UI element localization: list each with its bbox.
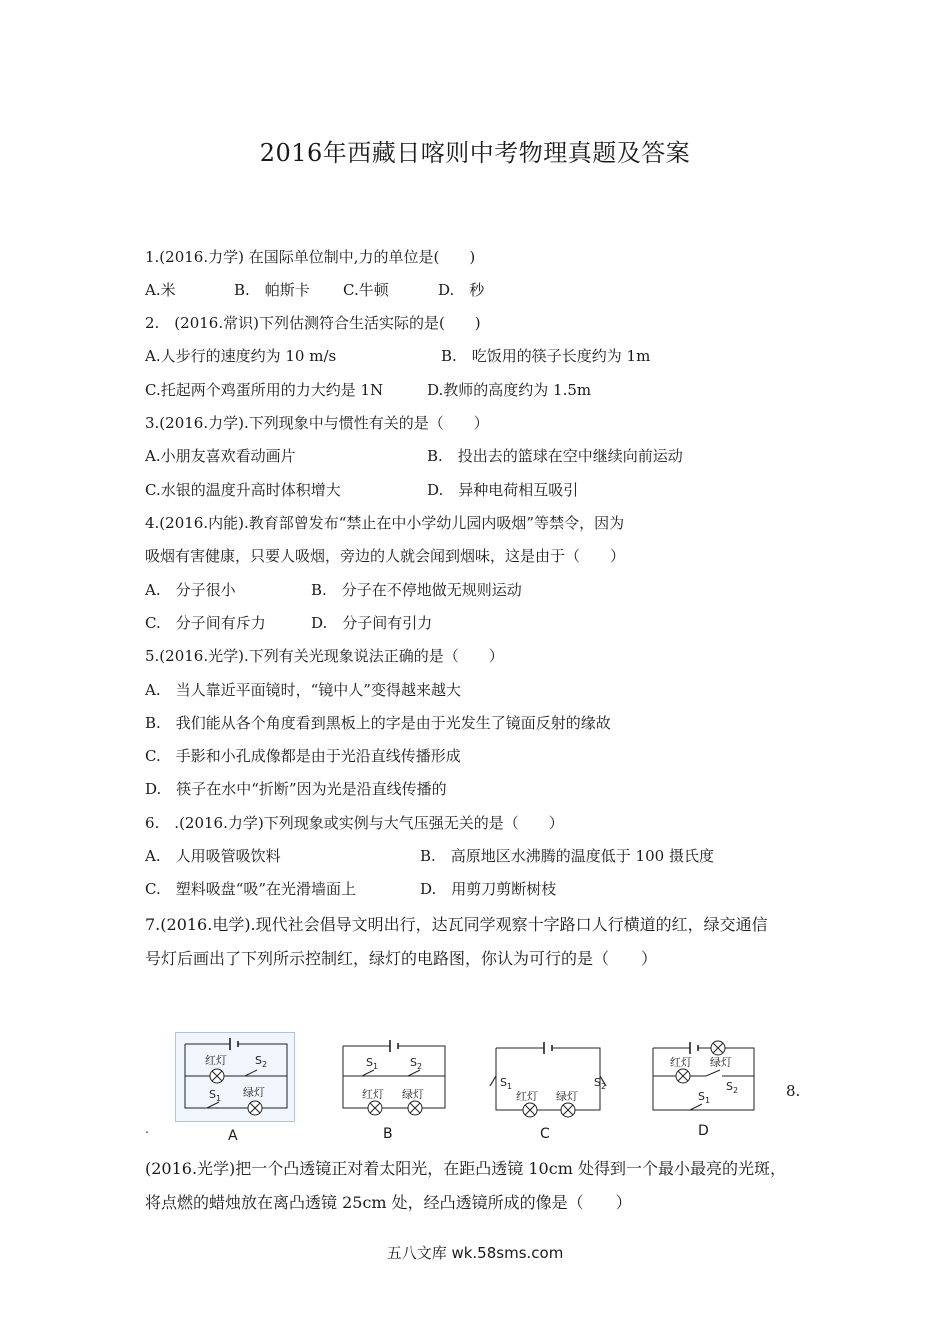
- q2-option-b: B. 吃饭用的筷子长度约为 1m: [441, 347, 651, 365]
- label-red-lamp-b: 红灯: [362, 1088, 384, 1101]
- q5-option-c: C. 手影和小孔成像都是由于光沿直线传播形成: [145, 747, 461, 765]
- circuit-label-d: D: [698, 1123, 709, 1139]
- q2-option-c: C.托起两个鸡蛋所用的力大约是 1N: [145, 381, 384, 399]
- circuit-diagram-c: [488, 1040, 613, 1120]
- label-green-lamp-d: 绿灯: [710, 1056, 732, 1069]
- stray-dot: .: [145, 1122, 149, 1136]
- circuit-label-c: C: [540, 1126, 550, 1142]
- label-red-lamp-a: 红灯: [205, 1054, 227, 1067]
- q3-option-d: D. 异种电荷相互吸引: [427, 481, 579, 499]
- label-red-lamp-c: 红灯: [516, 1090, 538, 1103]
- label-green-lamp-a: 绿灯: [243, 1086, 265, 1099]
- q2-option-d: D.教师的高度约为 1.5m: [427, 381, 592, 399]
- label-red-lamp-d: 红灯: [670, 1056, 692, 1069]
- label-s2-d: $S_2$: [726, 1080, 739, 1095]
- label-s2-a: $S_2$: [255, 1054, 268, 1069]
- q1-option-c: C.牛顿: [343, 281, 389, 299]
- q6-option-c: C. 塑料吸盘“吸”在光滑墙面上: [145, 880, 357, 898]
- q3-stem: 3.(2016.力学).下列现象中与惯性有关的是（ ）: [145, 414, 489, 432]
- circuit-label-b: B: [383, 1126, 393, 1142]
- label-s2-b: $S_2$: [410, 1056, 423, 1071]
- q6-stem: 6. .(2016.力学)下列现象或实例与大气压强无关的是（ ）: [145, 814, 564, 832]
- q4-stem-line1: 4.(2016.内能).教育部曾发布“禁止在中小学幼儿园内吸烟”等禁令，因为: [145, 514, 625, 532]
- q1-option-a: A.米: [145, 281, 176, 299]
- label-s1-c: $S_1$: [500, 1076, 513, 1091]
- q1-option-b: B. 帕斯卡: [234, 281, 310, 299]
- circuit-diagram-a: [175, 1032, 295, 1122]
- q5-option-a: A. 当人靠近平面镜时，“镜中人”变得越来越大: [145, 681, 461, 699]
- q5-stem: 5.(2016.光学).下列有关光现象说法正确的是（ ）: [145, 647, 504, 665]
- footer-watermark: 五八文库 wk.58sms.com: [386, 1244, 564, 1262]
- q7-stem-line2: 号灯后画出了下列所示控制红，绿灯的电路图，你认为可行的是（ ）: [145, 949, 658, 968]
- q1-option-d: D. 秒: [438, 281, 485, 299]
- q6-option-d: D. 用剪刀剪断树枝: [420, 880, 557, 898]
- q4-option-c: C. 分子间有斥力: [145, 614, 266, 632]
- label-s1-b: $S_1$: [366, 1056, 379, 1071]
- q7-stem-line1: 7.(2016.电学).现代社会倡导文明出行，达瓦同学观察十字路口人行横道的红，绿交通信: [145, 915, 768, 934]
- q6-option-b: B. 高原地区水沸腾的温度低于 100 摄氏度: [420, 847, 714, 865]
- q4-option-b: B. 分子在不停地做无规则运动: [311, 581, 522, 599]
- page-title: 2016年西藏日喀则中考物理真题及答案: [259, 139, 691, 167]
- q2-option-a: A.人步行的速度约为 10 m/s: [145, 347, 337, 365]
- circuit-label-a: A: [228, 1128, 238, 1144]
- q3-option-a: A.小朋友喜欢看动画片: [145, 447, 296, 465]
- q5-option-b: B. 我们能从各个角度看到黑板上的字是由于光发生了镜面反射的缘故: [145, 714, 611, 732]
- q8-stem-line2: 将点燃的蜡烛放在离凸透镜 25cm 处，经凸透镜所成的像是（ ）: [145, 1193, 632, 1212]
- q3-option-c: C.水银的温度升高时体积增大: [145, 481, 341, 499]
- q8-stem-line1: (2016.光学)把一个凸透镜正对着太阳光，在距凸透镜 10cm 处得到一个最小最亮的光斑，: [145, 1159, 786, 1178]
- circuit-diagram-d: [648, 1032, 763, 1117]
- q1-stem: 1.(2016.力学) 在国际单位制中,力的单位是( ): [145, 248, 476, 266]
- label-s1-a: $S_1$: [209, 1088, 222, 1103]
- q5-option-d: D. 筷子在水中“折断”因为光是沿直线传播的: [145, 780, 447, 798]
- q6-option-a: A. 人用吸管吸饮料: [145, 847, 281, 865]
- q4-stem-line2: 吸烟有害健康，只要人吸烟，旁边的人就会闻到烟味，这是由于（ ）: [145, 547, 626, 565]
- q8-number: 8.: [786, 1082, 801, 1100]
- label-s1-d: $S_1$: [698, 1090, 711, 1105]
- q4-option-d: D. 分子间有引力: [311, 614, 433, 632]
- q2-stem: 2. (2016.常识)下列估测符合生活实际的是( ): [145, 314, 481, 332]
- q4-option-a: A. 分子很小: [145, 581, 236, 599]
- circuit-diagram-b: [340, 1036, 450, 1121]
- label-green-lamp-b: 绿灯: [402, 1088, 424, 1101]
- q3-option-b: B. 投出去的篮球在空中继续向前运动: [427, 447, 683, 465]
- label-s2-c: $S_2$: [594, 1076, 607, 1091]
- label-green-lamp-c: 绿灯: [556, 1090, 578, 1103]
